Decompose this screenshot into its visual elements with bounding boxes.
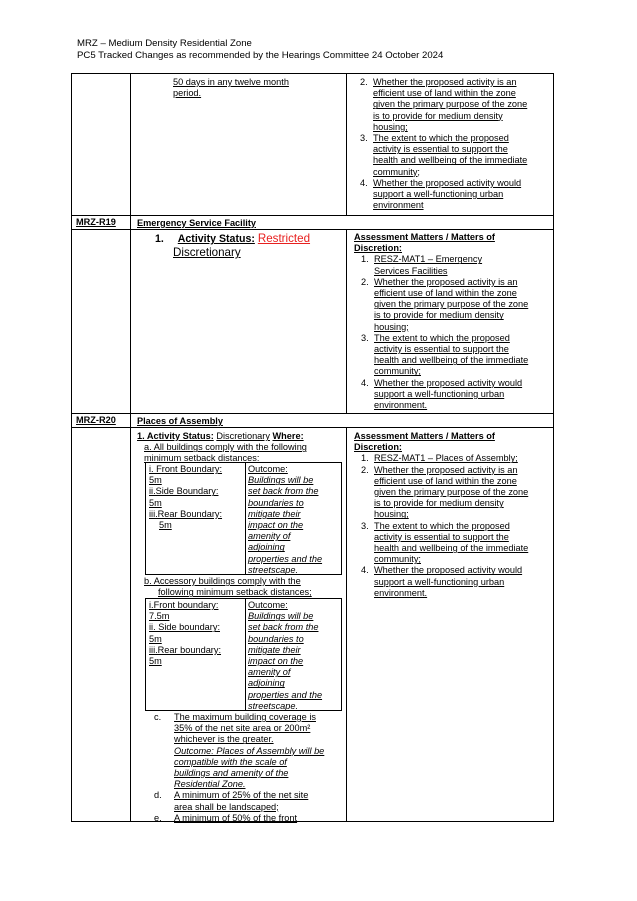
list-item: 2. Whether the proposed activity is an efficient use of land within the zone given the primary purpose of the zone is to provide for medium density housing; [361, 276, 529, 332]
status-text: Discretionary [173, 246, 241, 259]
list-item: 1. RESZ-MAT1 – Emergency Services Facilities [361, 254, 483, 276]
r19-assessment-matters: Assessment Matters / Matters of Discretion: 1. RESZ-MAT1 – Emergency Services Facilities 2. Whether the proposed activity is an efficient use of land within the zone given the primary purpose of the zone is to provide for medium density housing; 3. The extent to which the proposed activity is essential to support the health and wellbeing of the immediate community; 4. Whether the proposed activity would support a well-functioning urban environment. [354, 232, 550, 411]
r20-activity-status: 1. Activity Status: Discretionary Where: [137, 431, 304, 441]
condition-a: a. All buildings comply with the following minimum setback distances: [144, 442, 307, 464]
list-item: 4. Whether the proposed activity would support a well-functioning urban environment. [361, 377, 523, 411]
rule-code-r20: MRZ-R20 [76, 415, 116, 425]
r19-activity-status: 1. Activity Status: Restricted Discretionary [155, 232, 311, 259]
condition-c: c. The maximum building coverage is 35% of the net site area or 200m² whichever is the greater. Outcome: Places of Assembly will be compatible with the scale of buildings and amenity of the Residential Zone. d. A minimum of 25% of the net site area shall be landscaped; e. A minimum of 50% of the front [154, 712, 344, 824]
page-header [77, 38, 443, 62]
assessment-heading: Assessment Matters / Matters of [354, 232, 495, 242]
r20-conditions [137, 431, 343, 465]
status-inserted-text: Restricted [257, 232, 311, 245]
setback-table-accessory: i.Front boundary: 7.5m ii. Side boundary: 5m iii.Rear boundary: 5m Outcome: Buildings will be set back from the boundaries to mitigate their impact on the amenity of adjoining properties and the streetscape. [145, 598, 342, 711]
rule-title-r20: Places of Assembly [137, 416, 223, 426]
list-item: 3. The extent to which the proposed activity is essential to support the health and wellbeing of the immediate community; [361, 332, 529, 377]
list-item: 1. RESZ-MAT1 – Places of Assembly; [361, 453, 518, 464]
list-item: 2. Whether the proposed activity is an efficient use of land within the zone given the primary purpose of the zone is to provide for medium density housing; [361, 464, 529, 520]
list-item: 4. Whether the proposed activity would support a well-functioning urban environment. [361, 565, 523, 598]
condition-e: e. A minimum of 50% of the front [154, 812, 298, 823]
condition-d: d. A minimum of 25% of the net site area shall be landscaped; [154, 790, 309, 812]
rule-title-r19: Emergency Service Facility [137, 218, 256, 228]
setback-table-buildings: i. Front Boundary: 5m ii.Side Boundary: 5m iii.Rear Boundary: 5m Outcome: Buildings will be set back from the boundaries to mitigate their impact on the amenity of adjoining properties and the streetscape. [145, 462, 342, 575]
list-item: 3. The extent to which the proposed activity is essential to support the health and wellbeing of the immediate community; [360, 133, 528, 177]
assessment-heading: Assessment Matters / Matters of [354, 431, 495, 441]
header-subtitle: PC5 Tracked Changes as recommended by the Hearings Committee 24 October 2024 [77, 50, 444, 61]
row0-condition-text: 50 days in any twelve month period. [173, 77, 289, 99]
row0-assessment-list [360, 77, 550, 211]
list-item: 2. Whether the proposed activity is an efficient use of land within the zone given the primary purpose of the zone is to provide for medium density housing; [360, 77, 528, 132]
r20-assessment-matters: Assessment Matters / Matters of Discretion: 1. RESZ-MAT1 – Places of Assembly; 2. Whether the proposed activity is an efficient use of land within the zone given the primary purpose of the zone is to provide for medium density housing; 3. The extent to which the proposed activity is essential to support the health and wellbeing of the immediate community; 4. Whether the proposed activity would support a well-functioning urban environment. [354, 431, 550, 599]
header-zone-title: MRZ – Medium Density Residential Zone [77, 38, 252, 49]
list-item: 3. The extent to which the proposed activity is essential to support the health and wellbeing of the immediate community; [361, 520, 529, 565]
list-item: 4. Whether the proposed activity would support a well-functioning urban environment [360, 177, 522, 211]
condition-b: b. Accessory buildings comply with the following minimum setback distances; [144, 576, 312, 598]
rule-code-r19: MRZ-R19 [76, 217, 116, 227]
